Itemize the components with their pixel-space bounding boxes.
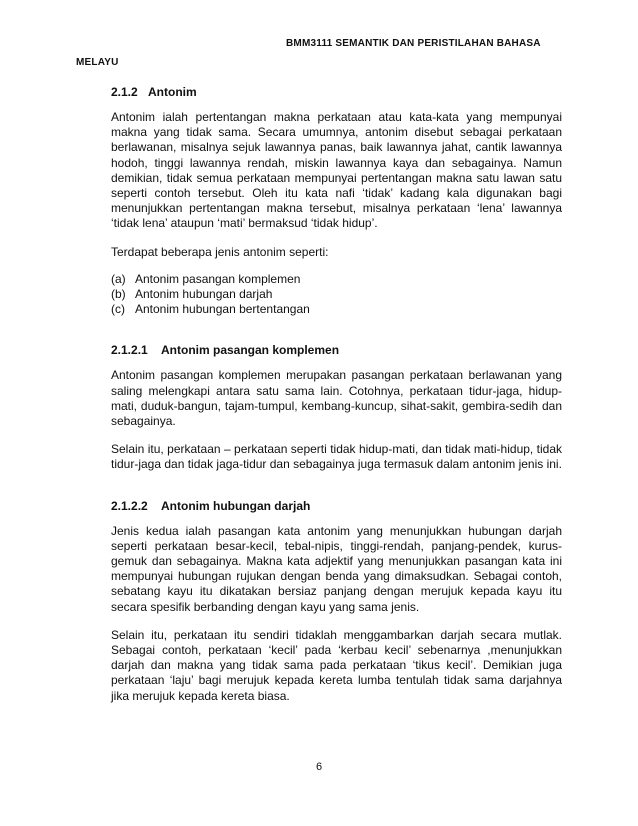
list-item [111, 272, 562, 287]
paragraph-komplemen-definition: Antonim pasangan komplemen merupakan pasangan perkataan berlawanan yang saling melengkapi antara satu sama lain. Cotohnya, perkataan tidur-jaga, hidup-mati, duduk-bangun, tajam-tumpul, kembang-kuncup, sihat-sakit, gembira-sedih dan sebagainya. [111, 368, 562, 429]
running-header-continuation: MELAYU [76, 57, 119, 68]
section-heading-2-1-2-1 [111, 343, 562, 358]
paragraph-darjah-examples: Selain itu, perkataan itu sendiri tidaklah menggambarkan darjah secara mutlak. Sebagai contoh, perkataan ‘kecil’ pada ‘kerbau kecil’ sebenarnya ,menunjukkan darjah dan makna yang tidak sama pada perkataan ‘tikus kecil’. Demikian juga perkataan ‘laju’ bagi merujuk kepada kereta lumba tentulah tidak sama darjahnya jika merujuk kepada kereta biasa. [111, 627, 562, 703]
section-number: 2.1.2.1 [111, 343, 148, 358]
list-item-text: Antonim pasangan komplemen [135, 271, 301, 286]
list-item-label: (b) [111, 287, 126, 302]
section-number: 2.1.2 [111, 85, 138, 99]
list-item-label: (a) [111, 271, 126, 286]
section-number: 2.1.2.2 [111, 498, 148, 513]
paragraph-komplemen-examples: Selain itu, perkataan – perkataan seperti tidak hidup-mati, dan tidak mati-hidup, tidak tidur-jaga dan tidak jaga-tidur dan sebagainya juga termasuk dalam antonim jenis ini. [111, 442, 562, 472]
antonim-types-list [111, 272, 562, 318]
section-heading-2-1-2 [111, 85, 562, 100]
page-content [111, 85, 562, 704]
list-item-text: Antonim hubungan bertentangan [135, 302, 310, 317]
page-number: 6 [315, 761, 323, 773]
paragraph-antonim-definition: Antonim ialah pertentangan makna perkataan atau kata-kata yang mempunyai makna yang tidak sama. Secara umumnya, antonim disebut sebagai perkataan berlawanan, misalnya sejuk lawannya panas, baik lawannya jahat, cantik lawannya hodoh, tinggi lawannya rendah, miskin lawannya kaya dan sebagainya. Namun demikian, tidak semua perkataan mempunyai pertentangan makna satu lawan satu seperti contoh tersebut. Oleh itu kata nafi ‘tidak’ kadang kala digunakan bagi menunjukkan pertentangan makna tersebut, misalnya perkataan ‘lena’ lawannya ‘tidak lena’ ataupun ‘mati’ bermaksud ‘tidak hidup’. [111, 110, 562, 231]
list-item [111, 302, 562, 317]
list-item-text: Antonim hubungan darjah [135, 287, 273, 302]
section-title: Antonim [148, 85, 197, 99]
section-title: Antonim hubungan darjah [161, 498, 311, 513]
paragraph-darjah-definition: Jenis kedua ialah pasangan kata antonim yang menunjukkan hubungan darjah seperti perkataan besar-kecil, tebal-nipis, tinggi-rendah, panjang-pendek, kurus-gemuk dan sebagainya. Makna kata adjektif yang menunjukkan pasangan kata ini mempunyai hubungan rujukan dengan benda yang dimaksudkan. Sebagai contoh, sebatang kayu itu dikatakan bersiaz panjang dengan merujuk kepada kayu itu secara spesifik berbanding dengan kayu yang sama jenis. [111, 523, 562, 614]
running-header-course: BMM3111 SEMANTIK DAN PERISTILAHAN BAHASA [286, 38, 541, 49]
list-item-label: (c) [111, 302, 125, 317]
list-item [111, 287, 562, 302]
paragraph-antonim-types-intro: Terdapat beberapa jenis antonim seperti: [111, 244, 329, 259]
section-title: Antonim pasangan komplemen [161, 343, 340, 358]
section-heading-2-1-2-2 [111, 499, 562, 514]
